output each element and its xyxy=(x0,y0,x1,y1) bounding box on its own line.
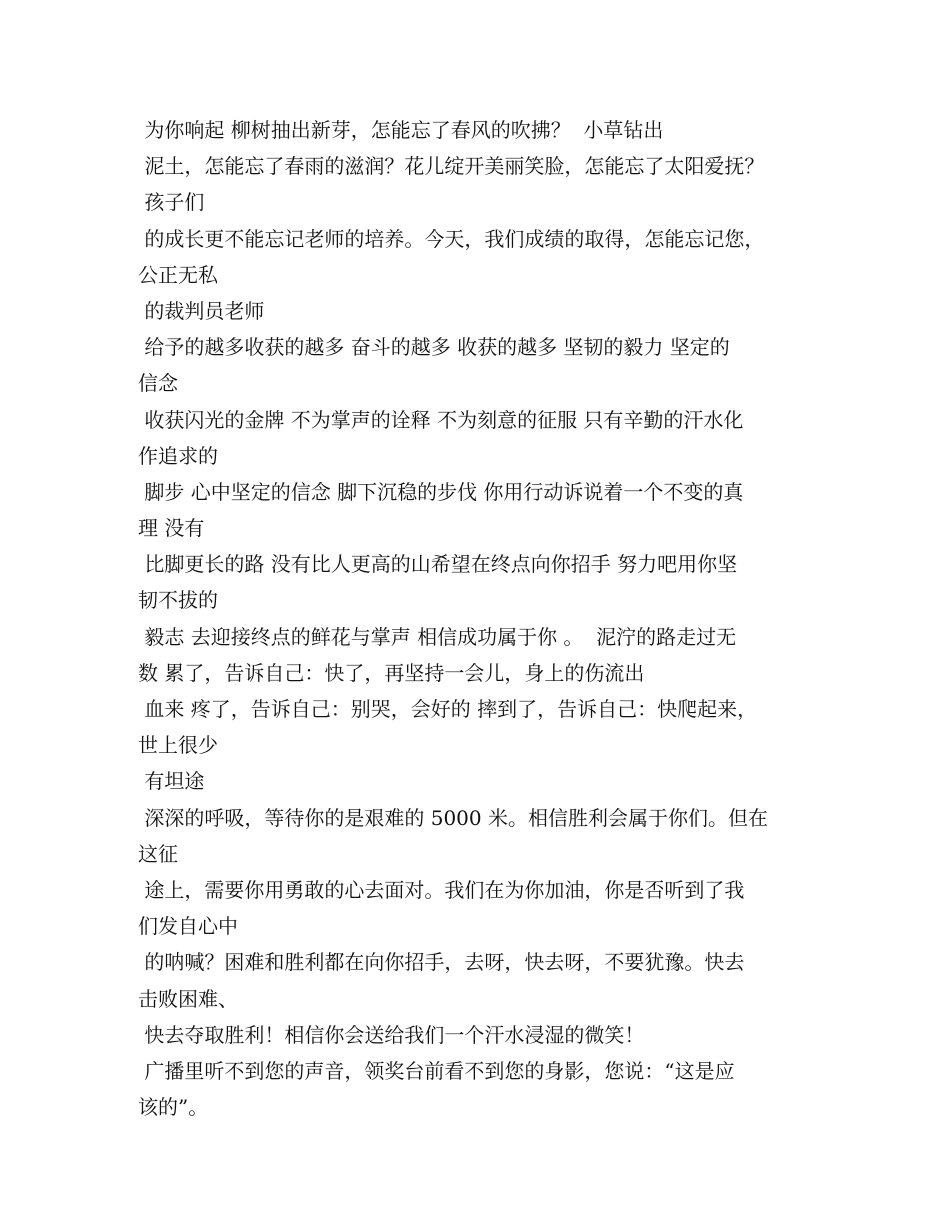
text-line: 信念 xyxy=(138,371,178,396)
text-line: 这征 xyxy=(138,841,178,866)
text-line: 世上很少 xyxy=(138,733,218,758)
text-line: 作追求的 xyxy=(138,443,218,468)
text-line: 给予的越多收获的越多 奋斗的越多 收获的越多 坚韧的毅力 坚定的 xyxy=(138,335,730,360)
text-line: 广播里听不到您的声音，领奖台前看不到您的身影，您说：“这是应 xyxy=(138,1058,735,1083)
text-line: 的成长更不能忘记老师的培养。今天，我们成绩的取得，怎能忘记您， xyxy=(138,226,765,251)
text-line: 血来 疼了，告诉自己：别哭，会好的 摔到了，告诉自己：快爬起来， xyxy=(138,697,758,721)
text-line: 为你响起 柳树抽出新芽，怎能忘了春风的吹拂？ 小草钻出 xyxy=(138,118,664,142)
text-line: 泥土，怎能忘了春雨的滋润？花儿绽开美丽笑脸，怎能忘了太阳爱抚？ xyxy=(138,154,765,179)
text-line: 理 没有 xyxy=(138,516,205,541)
text-line: 们发自心中 xyxy=(138,914,238,939)
text-line: 的呐喊？困难和胜利都在向你招手，去呀，快去呀，不要犹豫。快去 xyxy=(138,950,745,975)
text-line: 有坦途 xyxy=(138,769,205,794)
text-line: 该的”。 xyxy=(138,1095,209,1120)
text-line: 深深的呼吸，等待你的是艰难的 5000 米。相信胜利会属于你们。但在 xyxy=(138,805,768,830)
text-line: 击败困难、 xyxy=(138,986,238,1011)
text-line: 脚步 心中坚定的信念 脚下沉稳的步伐 你用行动诉说着一个不变的真 xyxy=(138,479,744,504)
text-line: 孩子们 xyxy=(138,190,205,215)
text-line: 快去夺取胜利！相信你会送给我们一个汗水浸湿的微笑！ xyxy=(138,1022,645,1047)
text-line: 比脚更长的路 没有比人更高的山希望在终点向你招手 努力吧用你坚 xyxy=(138,552,738,577)
text-line: 数 累了，告诉自己：快了，再坚持一会儿，身上的伤流出 xyxy=(138,660,645,685)
text-line: 公正无私 xyxy=(138,262,218,287)
text-line: 毅志 去迎接终点的鲜花与掌声 相信成功属于你 。 泥泞的路走过无 xyxy=(138,624,737,649)
text-line: 途上，需要你用勇敢的心去面对。我们在为你加油，你是否听到了我 xyxy=(138,877,745,902)
text-line: 收获闪光的金牌 不为掌声的诠释 不为刻意的征服 只有辛勤的汗水化 xyxy=(138,407,744,432)
text-line: 的裁判员老师 xyxy=(138,298,265,323)
text-line: 韧不拔的 xyxy=(138,588,218,613)
document-body xyxy=(138,112,828,1125)
